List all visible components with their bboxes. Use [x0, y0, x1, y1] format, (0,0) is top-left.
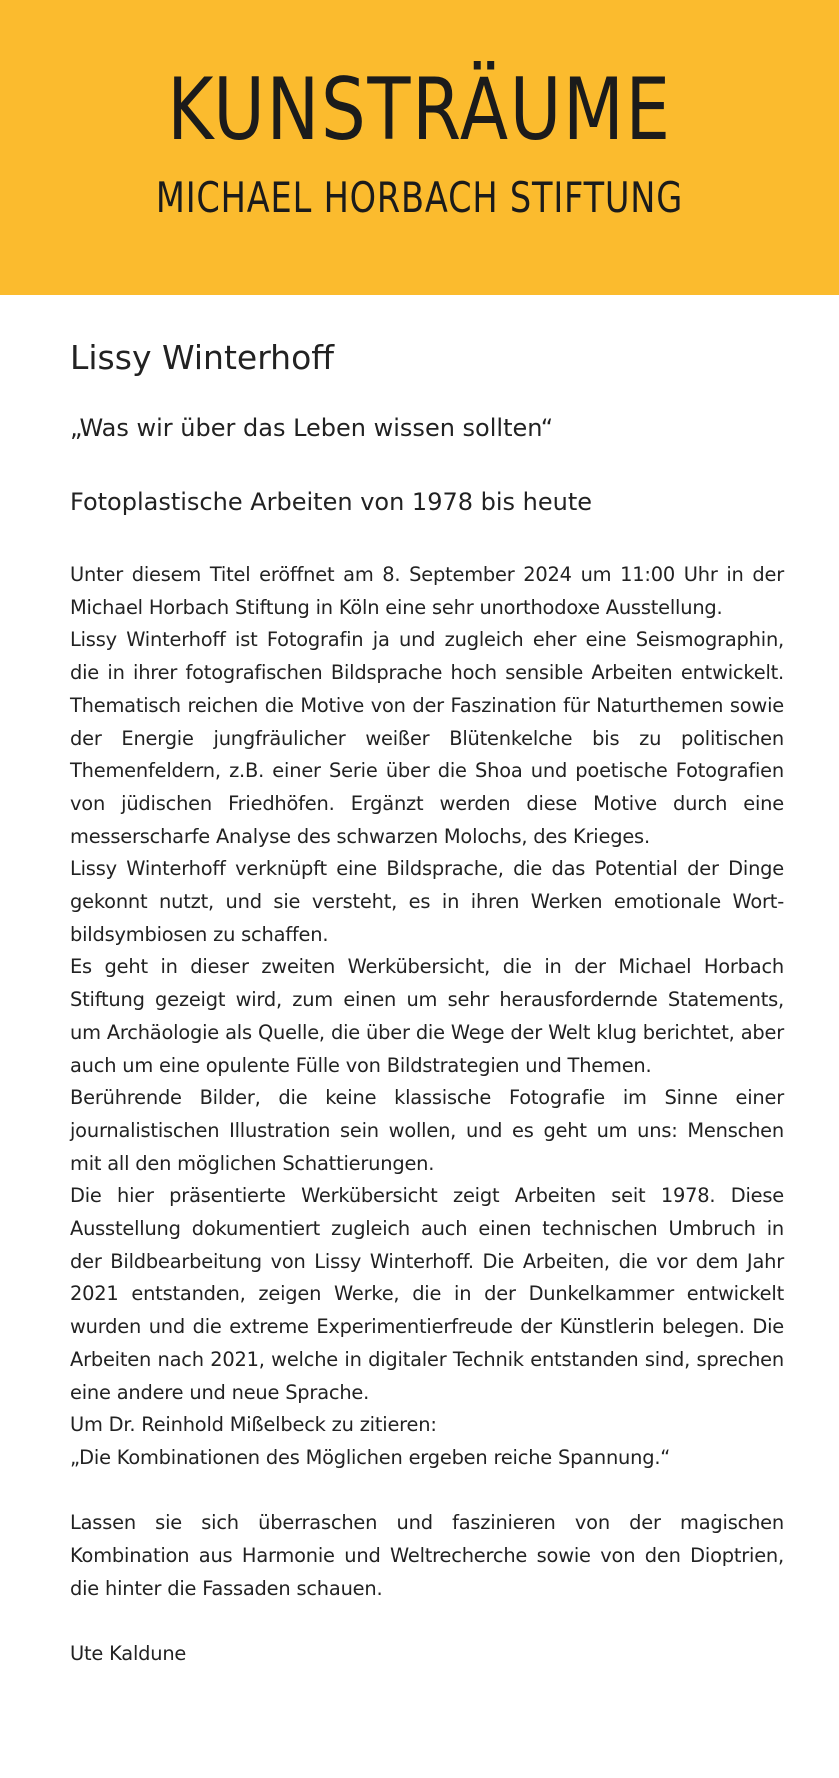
- quote-paragraph: „Die Kombinationen des Möglichen ergeben reiche Spannung.“: [70, 1445, 671, 1469]
- closing-paragraph: Lassen sie sich überraschen und faszinieren von der magischen Kombination aus Harmonie und Weltrecherche sowie von den Dioptrien, die hinter die Fassaden schauen.: [70, 1511, 784, 1600]
- paragraph: Es geht in dieser zweiten Werkübersicht, die in der Michael Horbach Stiftung gezeigt wird, zum einen um sehr herausfordernde Statements, um Archäologie als Quelle, die über die Wege der Welt klug berichtet, aber auch um eine opulente Fülle von Bildstrategien und Themen.: [70, 955, 784, 1077]
- spacer: [70, 1475, 784, 1508]
- paragraph: Lissy Winterhoff verknüpft eine Bildsprache, die das Potential der Dinge gekonnt nutzt, und sie versteht, es in ihren Werken emotionale Wort-bildsymbiosen zu schaffen.: [70, 857, 784, 946]
- spacer: [70, 1605, 784, 1638]
- exhibition-subtitle: Fotoplastische Arbeiten von 1978 bis heute: [70, 488, 593, 516]
- site-subtitle: MICHAEL HORBACH STIFTUNG: [155, 173, 684, 222]
- paragraph: Die hier präsentierte Werkübersicht zeigt Arbeiten seit 1978. Diese Ausstellung dokumentiert zugleich auch einen technischen Umbruch in der Bildbearbeitung von Lissy Winterhoff. Die Arbeiten, die vor dem Jahr 2021 entstanden, zeigen Werke, die in der Dunkelkammer entwickelt wurden und die extreme Experimentierfreude der Künstlerin belegen. Die Arbeiten nach 2021, welche in digitaler Technik entstanden sind, sprechen eine andere und neue Sprache.: [70, 1184, 784, 1404]
- paragraph: Um Dr. Reinhold Mißelbeck zu zitieren:: [70, 1413, 437, 1437]
- site-title: KUNSTRÄUME: [167, 60, 672, 160]
- author-name: Ute Kaldune: [70, 1642, 187, 1666]
- paragraph: Unter diesem Titel eröffnet am 8. September 2024 um 11:00 Uhr in der Michael Horbach Stiftung in Köln eine sehr unorthodoxe Ausstellung.: [70, 563, 784, 619]
- artist-name: Lissy Winterhoff: [70, 338, 335, 377]
- header-banner: [0, 0, 839, 295]
- paragraph: Lissy Winterhoff ist Fotografin ja und zugleich eher eine Seismographin, die in ihrer fotografischen Bildsprache hoch sensible Arbeiten entwickelt. Thematisch reichen die Motive von der Faszination für Naturthemen sowie der Energie jungfräulicher weißer Blütenkelche bis zu politischen Themenfeldern, z.B. einer Serie über die Shoa und poetische Fotografien von jüdischen Friedhöfen. Ergänzt werden diese Motive durch eine messerscharfe Analyse des schwarzen Molochs, des Krieges.: [70, 628, 784, 848]
- exhibition-title: „Was wir über das Leben wissen sollten“: [70, 414, 554, 442]
- paragraph: Berührende Bilder, die keine klassische Fotografie im Sinne einer journalistischen Illustration sein wollen, und es geht um uns: Menschen mit all den möglichen Schattierungen.: [70, 1086, 784, 1175]
- article: [70, 335, 784, 1671]
